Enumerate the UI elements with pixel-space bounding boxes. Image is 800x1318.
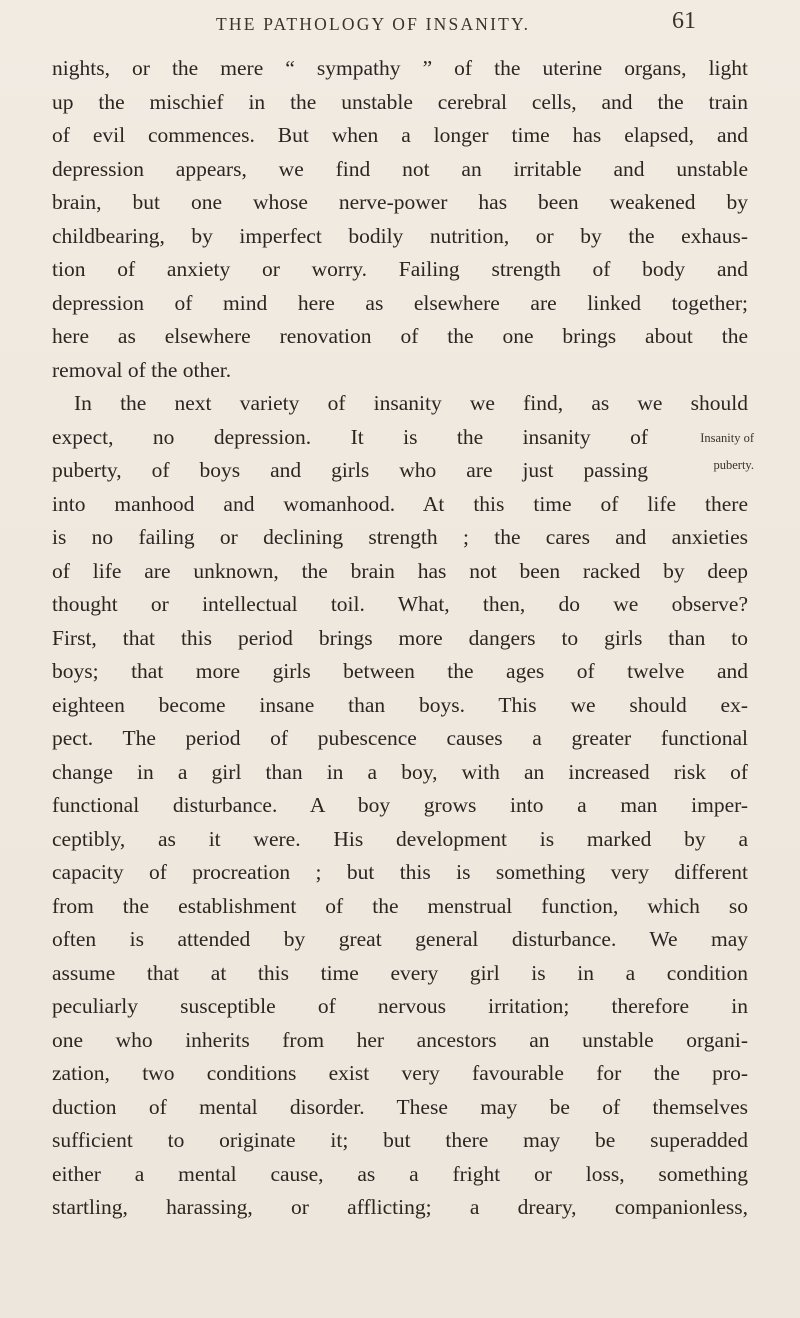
text-line: of life are unknown, the brain has not been racked by deep xyxy=(52,558,748,583)
running-title: THE PATHOLOGY OF INSANITY. xyxy=(216,14,531,34)
text-line: First, that this period brings more dangers to girls than to xyxy=(52,625,748,650)
text-line: brain, but one whose nerve-power has been weakened by xyxy=(52,190,748,214)
body-text xyxy=(52,52,754,1225)
text-line: nights, or the mere “ sympathy ” of the uterine organs, light xyxy=(52,56,748,80)
text-line: eighteen become insane than boys. This we should ex- xyxy=(52,692,748,717)
text-line: assume that at this time every girl is in a condition xyxy=(52,960,748,985)
text-line: peculiarly susceptible of nervous irritation; therefore in xyxy=(52,994,748,1018)
text-line: from the establishment of the menstrual function, which so xyxy=(52,893,748,918)
text-line: ceptibly, as it were. His development is marked by a xyxy=(52,826,748,851)
text-line: change in a girl than in a boy, with an increased risk of xyxy=(52,759,748,784)
text-line: depression appears, we find not an irritable and unstable xyxy=(52,156,748,181)
text-line: startling, harassing, or afflicting; a dreary, companionless, xyxy=(52,1195,748,1219)
text-line: depression of mind here as elsewhere are linked together; xyxy=(52,290,748,315)
text-line: one who inherits from her ancestors an unstable organi- xyxy=(52,1027,748,1052)
sidenote-line-1: Insanity of xyxy=(700,430,754,445)
text-line: removal of the other. xyxy=(52,357,232,382)
text-line: up the mischief in the unstable cerebral cells, and the train xyxy=(52,89,748,114)
sidenote-line-2: puberty. xyxy=(713,458,754,472)
text-line: pect. The period of pubescence causes a greater functional xyxy=(52,726,748,750)
text-line: duction of mental disorder. These may be of themselves xyxy=(52,1094,748,1119)
text-line: often is attended by great general disturbance. We may xyxy=(52,927,748,951)
text-line: either a mental cause, as a fright or loss, something xyxy=(52,1161,748,1186)
paragraph-start-line: In the next variety of insanity we find, as we should xyxy=(74,391,748,415)
line-with-sidenote-1 xyxy=(52,421,754,455)
text-line: of evil commences. But when a longer time has elapsed, and xyxy=(52,123,748,147)
text-line: sufficient to originate it; but there may be superadded xyxy=(52,1128,748,1152)
line-with-sidenote-2 xyxy=(52,454,754,488)
text-line: tion of anxiety or worry. Failing strength of body and xyxy=(52,257,748,281)
page-number: 61 xyxy=(672,8,696,34)
text-line: zation, two conditions exist very favourable for the pro- xyxy=(52,1061,748,1085)
text-line: functional disturbance. A boy grows into a man imper- xyxy=(52,793,748,817)
text-line: is no failing or declining strength ; the cares and anxieties xyxy=(52,525,748,549)
text-line: boys; that more girls between the ages of twelve and xyxy=(52,659,748,683)
text-line: childbearing, by imperfect bodily nutrition, or by the exhaus- xyxy=(52,223,748,248)
running-head xyxy=(0,6,800,42)
text-line: capacity of procreation ; but this is something very different xyxy=(52,860,748,884)
text-line: thought or intellectual toil. What, then, do we observe? xyxy=(52,592,748,616)
text-line: expect, no depression. It is the insanity of xyxy=(52,424,648,449)
text-line: puberty, of boys and girls who are just passing xyxy=(52,458,648,482)
text-line: here as elsewhere renovation of the one brings about the xyxy=(52,324,748,348)
text-line: into manhood and womanhood. At this time of life there xyxy=(52,491,748,516)
